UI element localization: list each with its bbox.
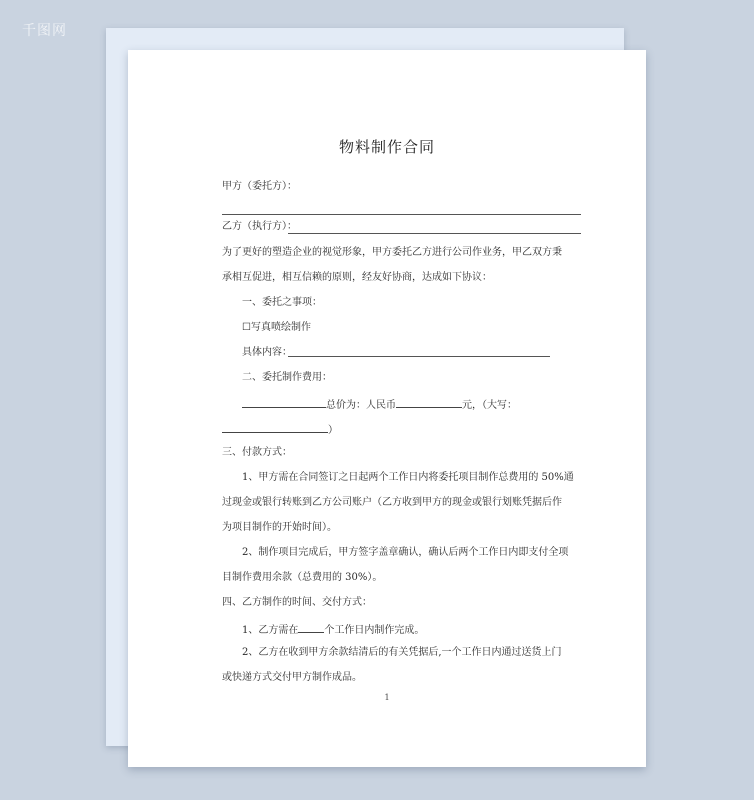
- fee-close-paren: ）: [328, 425, 338, 436]
- delivery-p2-line-2: 或快递方式交付甲方制作成品。: [222, 672, 362, 683]
- party-a-underline: [222, 214, 581, 215]
- content-label: 具体内容：: [242, 347, 292, 358]
- party-b-underline: [288, 233, 581, 234]
- checkbox-photo-print: ☐写真喷绘制作: [242, 322, 311, 333]
- delivery-p1: [242, 621, 424, 638]
- days-blank: [298, 621, 324, 633]
- content-underline: [288, 356, 550, 357]
- section-1-heading: 一、委托之事项：: [242, 297, 322, 308]
- section-2-heading: 二、委托制作费用：: [242, 372, 332, 383]
- delivery-p1-prefix: 1、乙方需在: [242, 625, 299, 636]
- intro-line-2: 承相互促进，相互信赖的原则，经友好协商，达成如下协议：: [222, 272, 492, 283]
- payment-p2-line-1: 2、制作项目完成后，甲方签字盖章确认，确认后两个工作日内即支付全项: [242, 547, 569, 558]
- fee-blank-3: [222, 421, 328, 433]
- payment-p1-line-3: 为项目制作的开始时间）。: [222, 522, 337, 533]
- total-price-label: 总价为：人民币: [326, 400, 396, 411]
- section-4-heading: 四、乙方制作的时间、交付方式：: [222, 597, 372, 608]
- delivery-p1-suffix: 个工作日内制作完成。: [324, 625, 425, 636]
- section-3-heading: 三、付款方式：: [222, 447, 292, 458]
- fee-blank-2: [396, 396, 462, 408]
- watermark-text: 千图网: [22, 23, 67, 39]
- fee-line-2: [222, 421, 338, 438]
- intro-line-1: 为了更好的塑造企业的视觉形象，甲方委托乙方进行公司作业务，甲乙双方秉: [222, 247, 562, 258]
- party-b-label: 乙方（执行方）：: [222, 221, 297, 232]
- payment-p1-line-1: 1、甲方需在合同签订之日起两个工作日内将委托项目制作总费用的 50%通: [242, 472, 574, 483]
- document-title: 物料制作合同: [338, 138, 435, 156]
- yuan-label: 元，（大写：: [462, 400, 517, 411]
- payment-p1-line-2: 过现金或银行转账到乙方公司账户（乙方收到甲方的现金或银行划账凭据后作: [222, 497, 562, 508]
- delivery-p2-line-1: 2、乙方在收到甲方余款结清后的有关凭据后,一个工作日内通过送货上门: [242, 647, 562, 658]
- fee-line: [242, 396, 517, 413]
- party-a-label: 甲方（委托方）：: [222, 181, 297, 192]
- payment-p2-line-2: 目制作费用余款（总费用的 30%）。: [222, 572, 383, 583]
- page-number: 1: [384, 693, 390, 702]
- contract-page: [128, 50, 646, 767]
- fee-blank-1: [242, 396, 326, 408]
